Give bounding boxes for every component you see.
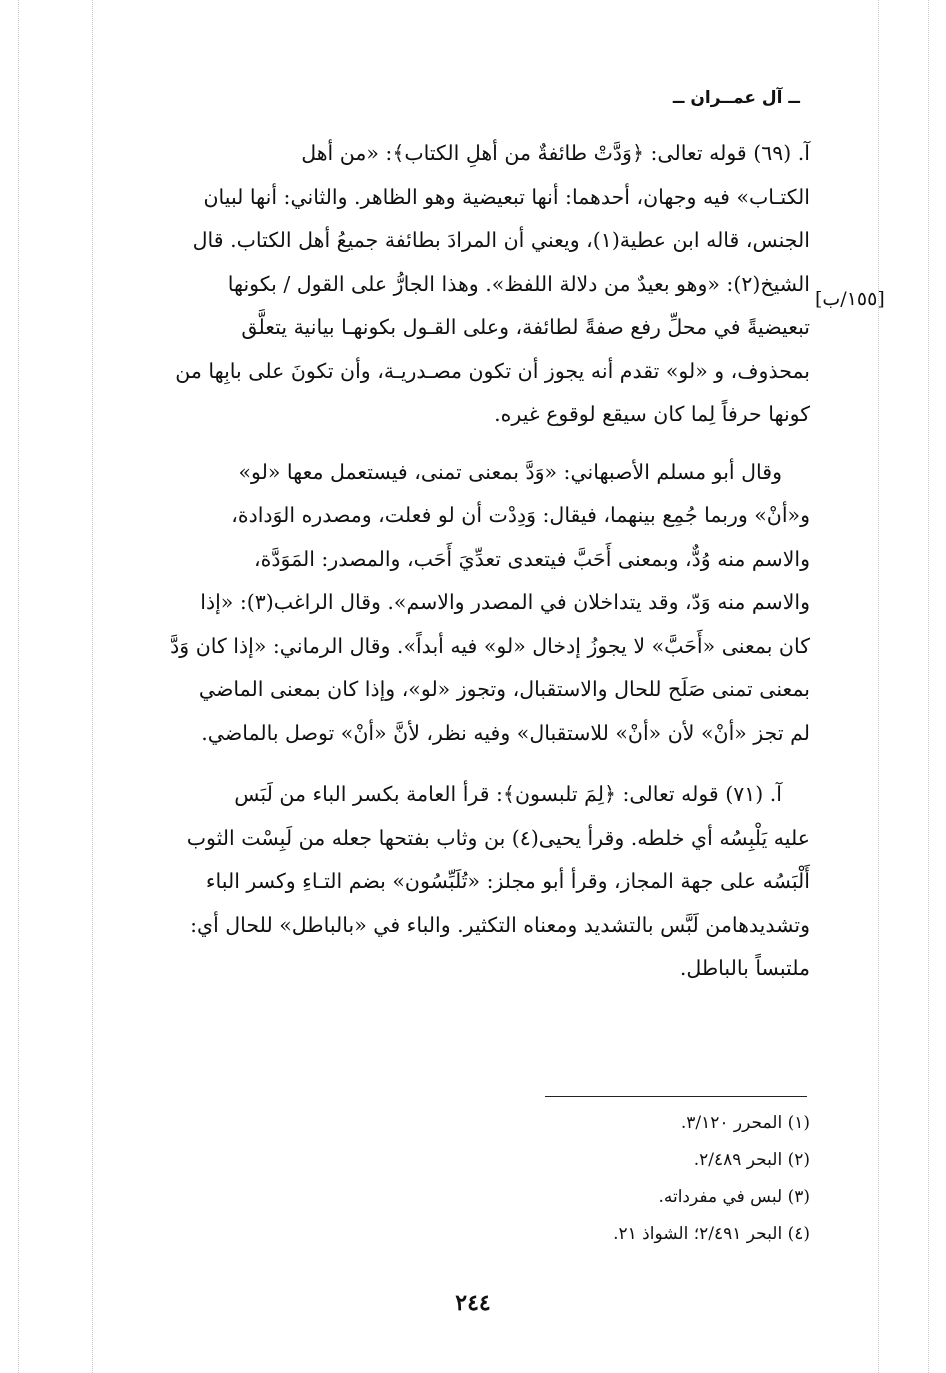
text-line: والاسم منه وُدٌّ، وبمعنى أَحَبَّ فيتعدى تعدِّيَ أَحَب، والمصدر: المَوَدَّة،: [254, 546, 810, 571]
text-line: آ. (٦٩) قوله تعالى: ﴿وَدَّتْ طائفةٌ من أهلِ الكتاب﴾: «من أهل: [301, 141, 810, 165]
footnotes: [613, 1105, 810, 1253]
text-line: الشيخ(٢): «وهو بعيدٌ من دلالة اللفظ». وهذا الجارُّ على القول / بكونها: [227, 271, 810, 296]
text-line: الجنس، قاله ابن عطية(١)، ويعني أن المرادَ بطائفة جميعُ أهل الكتاب. قال: [192, 228, 810, 252]
manuscript-folio-marker: [١٥٥/ب]: [815, 288, 885, 310]
footnote-2: (٢) البحر ٢/٤٨٩.: [693, 1150, 810, 1170]
text-line: و«أنْ» وربما جُمِع بينهما، فيقال: وَدِدْت أن لو فعلت، ومصدره الوَدادة،: [231, 503, 810, 527]
text-line: بمحذوف، و «لو» تقدم أنه يجوز أن تكون مصـدريـة، وأن تكونَ على بابِها من: [175, 358, 810, 383]
text-line: أَلْبَسُه على جهة المجاز، وقرأ أبو مجلز: «تُلَبِّسُون» بضم التـاءِ وكسر الباء: [205, 869, 810, 893]
page-body: [100, 88, 810, 991]
text-line: عليه يَلْبِسُه أي خلطه. وقرأ يحيى(٤) بن وثاب بفتحها جعله من لَبِسْت الثوب: [186, 825, 810, 850]
text-line: وقال أبو مسلم الأصبهاني: «وَدَّ بمعنى تمنى، فيستعمل معها «لو»: [238, 459, 782, 484]
text-line: بمعنى تمنى صَلَح للحال والاستقبال، وتجوز «لو»، وإذا كان بمعنى الماضي: [198, 677, 810, 701]
page-number: ٢٤٤: [455, 1290, 491, 1316]
text-line: كان بمعنى «أَحَبَّ» لا يجوزُ إدخال «لو» فيه أبداً». وقال الرماني: «إذا كان وَدَّ: [170, 633, 810, 658]
footnote-divider: [545, 1096, 807, 1097]
text-line: الكتـاب» فيه وجهان، أحدهما: أنها تبعيضية وهو الظاهر. والثاني: أنها لبيان: [203, 184, 810, 209]
footnote-4: (٤) البحر ٢/٤٩١؛ الشواذ ٢١.: [613, 1224, 810, 1244]
footnote-3: (٣) لبس في مفرداته.: [658, 1187, 810, 1207]
text-line: والاسم منه وَدّ، وقد يتداخلان في المصدر والاسم». وقال الراغب(٣): «إذا: [200, 590, 810, 614]
text-line: آ. (٧١) قوله تعالى: ﴿لِمَ تلبسون﴾: قرأ العامة بكسر الباء من لَبَس: [234, 782, 782, 806]
running-head: ــ آل عمــران ــ: [672, 88, 800, 108]
text-line: لم تجز «أنْ» لأن «أنْ» للاستقبال» وفيه نظر، لأنَّ «أنْ» توصل بالماضي.: [201, 720, 810, 745]
footnote-1: (١) المحرر ٣/١٢٠.: [680, 1113, 810, 1133]
paragraph-71: [100, 773, 810, 991]
paragraph-69: [100, 132, 810, 437]
text-line: وتشديدهامن لَبَّس بالتشديد ومعناه التكثير. والباء في «بالباطل» للحال أي:: [190, 912, 810, 937]
text-line: تبعيضيةً في محلِّ رفع صفةً لطائفة، وعلى القـول بكونهـا بيانية يتعلَّق: [241, 315, 810, 339]
text-line: ملتبساً بالباطل.: [679, 956, 810, 980]
text-line: كونها حرفاً لِما كان سيقع لوقوع غيره.: [494, 402, 810, 426]
paragraph-abu-muslim: [100, 451, 810, 756]
